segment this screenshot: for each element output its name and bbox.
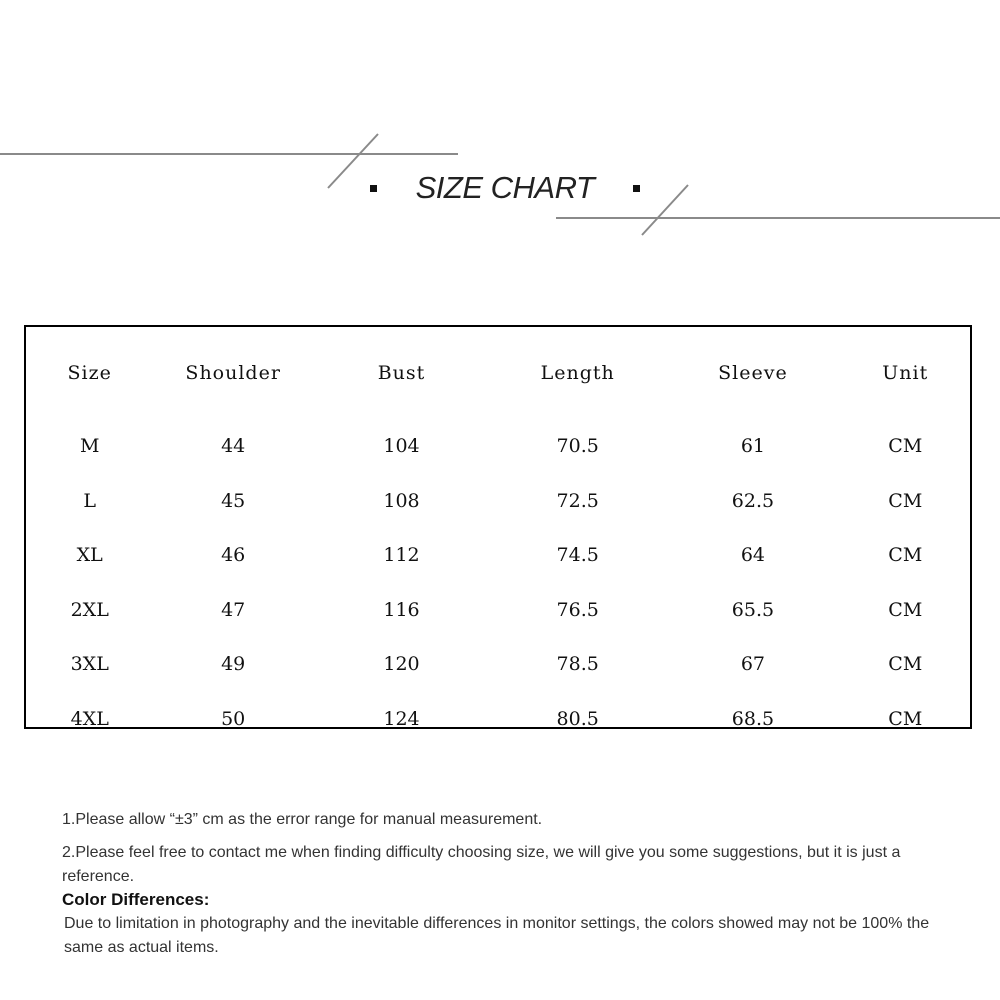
cell-bust: 112 [383, 544, 420, 567]
note-measurement-error: 1.Please allow “±3” cm as the error range for manual measurement. [62, 811, 543, 828]
left-bullet-icon [370, 185, 377, 192]
note-contact: 2.Please feel free to contact me when finding difficulty choosing size, we will give you some suggestions, but it is just a reference. [62, 844, 901, 885]
cell-sleeve: 68.5 [731, 707, 775, 730]
cell-bust: 120 [383, 653, 420, 676]
cell-bust: 104 [383, 435, 420, 458]
cell-bust: 124 [383, 707, 420, 730]
page-title: SIZE CHART [415, 170, 595, 205]
size-table-frame [24, 325, 972, 729]
cell-size: 3XL [70, 653, 109, 676]
cell-unit: CM [888, 653, 923, 676]
cell-size: 2XL [70, 598, 109, 621]
cell-length: 80.5 [556, 707, 599, 730]
cell-unit: CM [888, 489, 923, 512]
cell-shoulder: 47 [221, 598, 246, 621]
cell-bust: 116 [383, 598, 420, 621]
table-row [26, 528, 970, 583]
table-row [26, 692, 970, 747]
size-table [26, 327, 970, 746]
column-header-unit: Unit [882, 362, 929, 384]
cell-size: M [79, 435, 100, 458]
column-header-size: Size [67, 362, 112, 384]
color-differences-heading: Color Differences: [62, 890, 210, 909]
column-header-shoulder: Shoulder [185, 362, 281, 384]
cell-bust: 108 [383, 489, 420, 512]
table-row [26, 637, 970, 692]
cell-sleeve: 67 [740, 653, 766, 676]
cell-length: 72.5 [556, 489, 599, 512]
cell-length: 76.5 [556, 598, 599, 621]
cell-size: XL [76, 544, 103, 567]
cell-shoulder: 45 [221, 489, 246, 512]
cell-length: 74.5 [556, 544, 599, 567]
column-header-bust: Bust [377, 362, 426, 384]
column-header-sleeve: Sleeve [718, 362, 788, 384]
cell-unit: CM [888, 707, 923, 730]
cell-shoulder: 46 [221, 544, 246, 567]
cell-shoulder: 49 [221, 653, 246, 676]
table-row [26, 474, 970, 529]
cell-sleeve: 61 [740, 435, 766, 458]
cell-unit: CM [888, 598, 923, 621]
cell-size: 4XL [70, 707, 109, 730]
table-header-row [26, 327, 970, 415]
column-header-length: Length [540, 362, 615, 384]
cell-shoulder: 50 [221, 707, 246, 730]
header-decoration [0, 0, 1000, 260]
cell-sleeve: 64 [740, 544, 766, 567]
title-block [370, 168, 640, 208]
right-slash-line [642, 185, 688, 235]
cell-shoulder: 44 [221, 435, 246, 458]
cell-size: L [83, 489, 97, 512]
cell-sleeve: 62.5 [731, 489, 775, 512]
notes-section [62, 808, 942, 960]
color-differences-text: Due to limitation in photography and the inevitable differences in monitor settings, the colors showed may not be 100% the same as actual items. [64, 915, 930, 956]
cell-length: 78.5 [556, 653, 599, 676]
cell-unit: CM [888, 544, 923, 567]
table-row [26, 415, 970, 474]
table-row [26, 583, 970, 638]
cell-sleeve: 65.5 [731, 598, 775, 621]
right-bullet-icon [633, 185, 640, 192]
cell-unit: CM [888, 435, 923, 458]
cell-length: 70.5 [556, 435, 599, 458]
